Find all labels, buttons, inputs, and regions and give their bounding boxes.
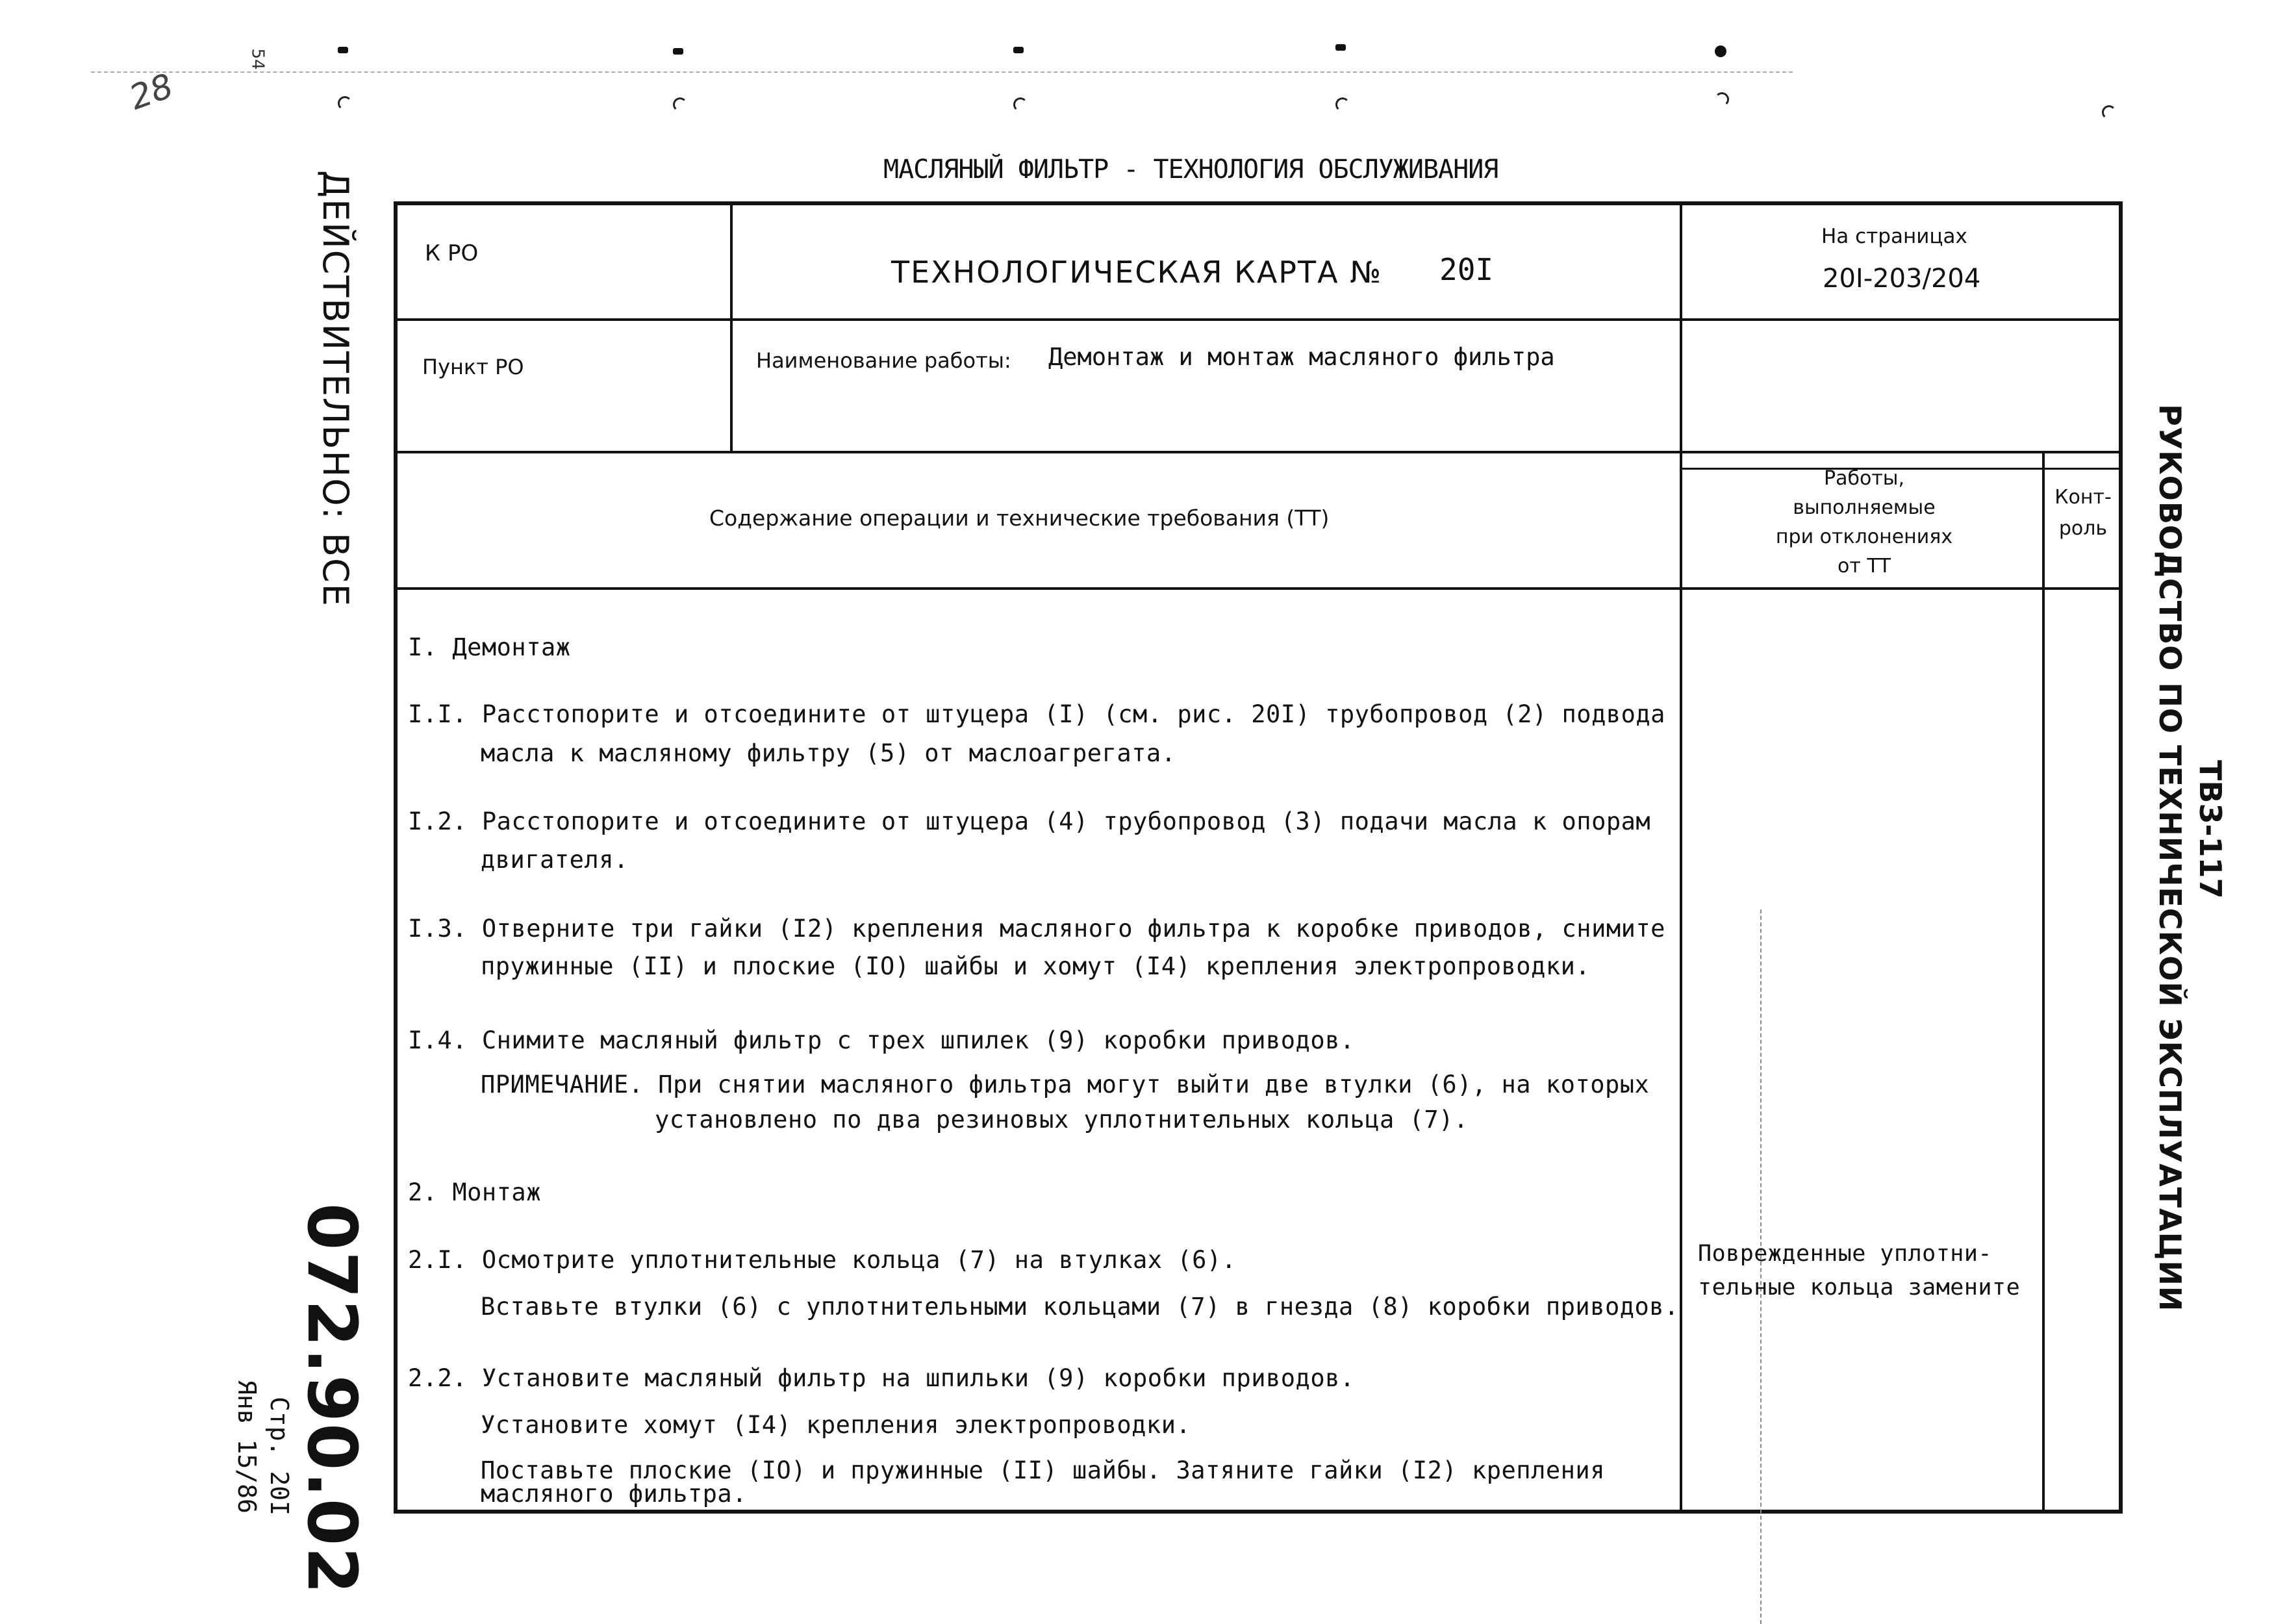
work-name-label: Наименование работы: — [756, 348, 1011, 373]
step-line: 2.I. Осмотрите уплотнительные кольца (7) на втулках (6). — [408, 1246, 1237, 1274]
scan-edge-line — [91, 71, 1793, 73]
step-line: I.4. Снимите масляный фильтр с трех шпилек (9) коробки приводов. — [408, 1026, 1355, 1054]
control-header-line: Конт- — [2054, 486, 2112, 509]
page-reference: Стр. 20I — [265, 1397, 294, 1516]
scan-fold-line — [1760, 909, 1762, 1624]
deviation-note-line: Поврежденные уплотни- — [1698, 1241, 1993, 1267]
deviations-header-line: выполняемые — [1793, 496, 1936, 519]
step-line: масла к масляному фильтру (5) от маслоагрегата. — [481, 739, 1176, 767]
binding-hole-arc — [338, 96, 352, 110]
step-line: Установите хомут (I4) крепления электропроводки. — [481, 1411, 1191, 1439]
deviations-header-line: при отклонениях — [1775, 526, 1953, 548]
deviations-header-line: Работы, — [1823, 467, 1905, 490]
control-header-line: роль — [2058, 517, 2108, 540]
punkt-ro-label: Пункт РО — [422, 355, 524, 379]
binding-hole-mark — [1715, 45, 1726, 57]
document-code: 072.90.02 — [292, 1203, 372, 1595]
k-ro-label: К РО — [425, 240, 479, 266]
step-line: пружинные (II) и плоские (IO) шайбы и хомут (I4) крепления электропроводки. — [481, 952, 1591, 980]
pages-value: 20I-203/204 — [1823, 264, 1981, 294]
column-divider — [1680, 204, 1682, 1511]
control-column-header — [2046, 482, 2120, 544]
binding-hole-mark — [1335, 44, 1346, 51]
binding-hole-arc — [673, 97, 687, 112]
engine-model: ТВ3-117 — [2193, 760, 2228, 899]
column-divider — [2042, 451, 2045, 1511]
card-title: ТЕХНОЛОГИЧЕСКАЯ КАРТА № — [891, 255, 1383, 290]
revision-date: Янв 15/86 — [233, 1380, 261, 1514]
binding-hole-arc — [2102, 105, 2116, 120]
binding-hole-mark — [673, 48, 683, 55]
pages-label: На страницах — [1821, 225, 1967, 248]
section-heading-dismantling: I. Демонтаж — [408, 633, 571, 661]
step-line: двигателя. — [481, 846, 629, 874]
section-heading-assembly: 2. Монтаж — [408, 1178, 541, 1206]
step-line: Вставьте втулки (6) с уплотнительными кольцами (7) в гнезда (8) коробки приводов. — [481, 1293, 1679, 1321]
step-line: Поставьте плоские (IO) и пружинные (II) шайбы. Затяните гайки (I2) крепления — [481, 1456, 1605, 1484]
row-divider — [395, 318, 2120, 321]
row-divider — [395, 451, 2120, 453]
binding-hole-arc — [1335, 97, 1350, 112]
note-line: установлено по два резиновых уплотнительных кольца (7). — [655, 1106, 1469, 1134]
deviation-note-line: тельные кольца замените — [1698, 1275, 2021, 1300]
step-line: 2.2. Установите масляный фильтр на шпильки (9) коробки приводов. — [408, 1364, 1355, 1392]
margin-scribble: 28 — [124, 66, 179, 118]
margin-page-number: 54 — [247, 48, 268, 70]
binding-hole-mark — [1013, 47, 1024, 53]
deviations-column-header — [1686, 464, 2042, 581]
binding-hole-arc — [1715, 92, 1729, 107]
binding-hole-mark — [338, 47, 348, 53]
work-name-value: Демонтаж и монтаж масляного фильтра — [1048, 343, 1555, 371]
card-number: 20I — [1439, 252, 1494, 287]
step-line: масляного фильтра. — [481, 1480, 747, 1508]
binding-hole-arc — [1013, 97, 1028, 112]
running-title: МАСЛЯНЫЙ ФИЛЬТР - ТЕХНОЛОГИЯ ОБСЛУЖИВАНИЯ — [883, 155, 1498, 184]
column-divider — [730, 204, 733, 451]
step-line: I.I. Расстопорите и отсоедините от штуцера (I) (см. рис. 20I) трубопровод (2) подвода — [408, 700, 1665, 728]
step-line: I.3. Отверните три гайки (I2) крепления масляного фильтра к коробке приводов, снимите — [408, 915, 1665, 943]
deviations-header-line: от ТТ — [1837, 555, 1891, 577]
validity-note: ДЕЙСТВИТЕЛЬНО: ВСЕ — [315, 170, 356, 607]
note-line: ПРИМЕЧАНИЕ. При снятии масляного фильтра могут выйти две втулки (6), на которых — [481, 1071, 1650, 1098]
content-column-header: Содержание операции и технические требования (ТТ) — [709, 505, 1330, 531]
row-divider — [395, 587, 2120, 590]
manual-title: РУКОВОДСТВО ПО ТЕХНИЧЕСКОЙ ЭКСПЛУАТАЦИИ — [2153, 404, 2188, 1312]
step-line: I.2. Расстопорите и отсоедините от штуцера (4) трубопровод (3) подачи масла к опорам — [408, 807, 1651, 835]
